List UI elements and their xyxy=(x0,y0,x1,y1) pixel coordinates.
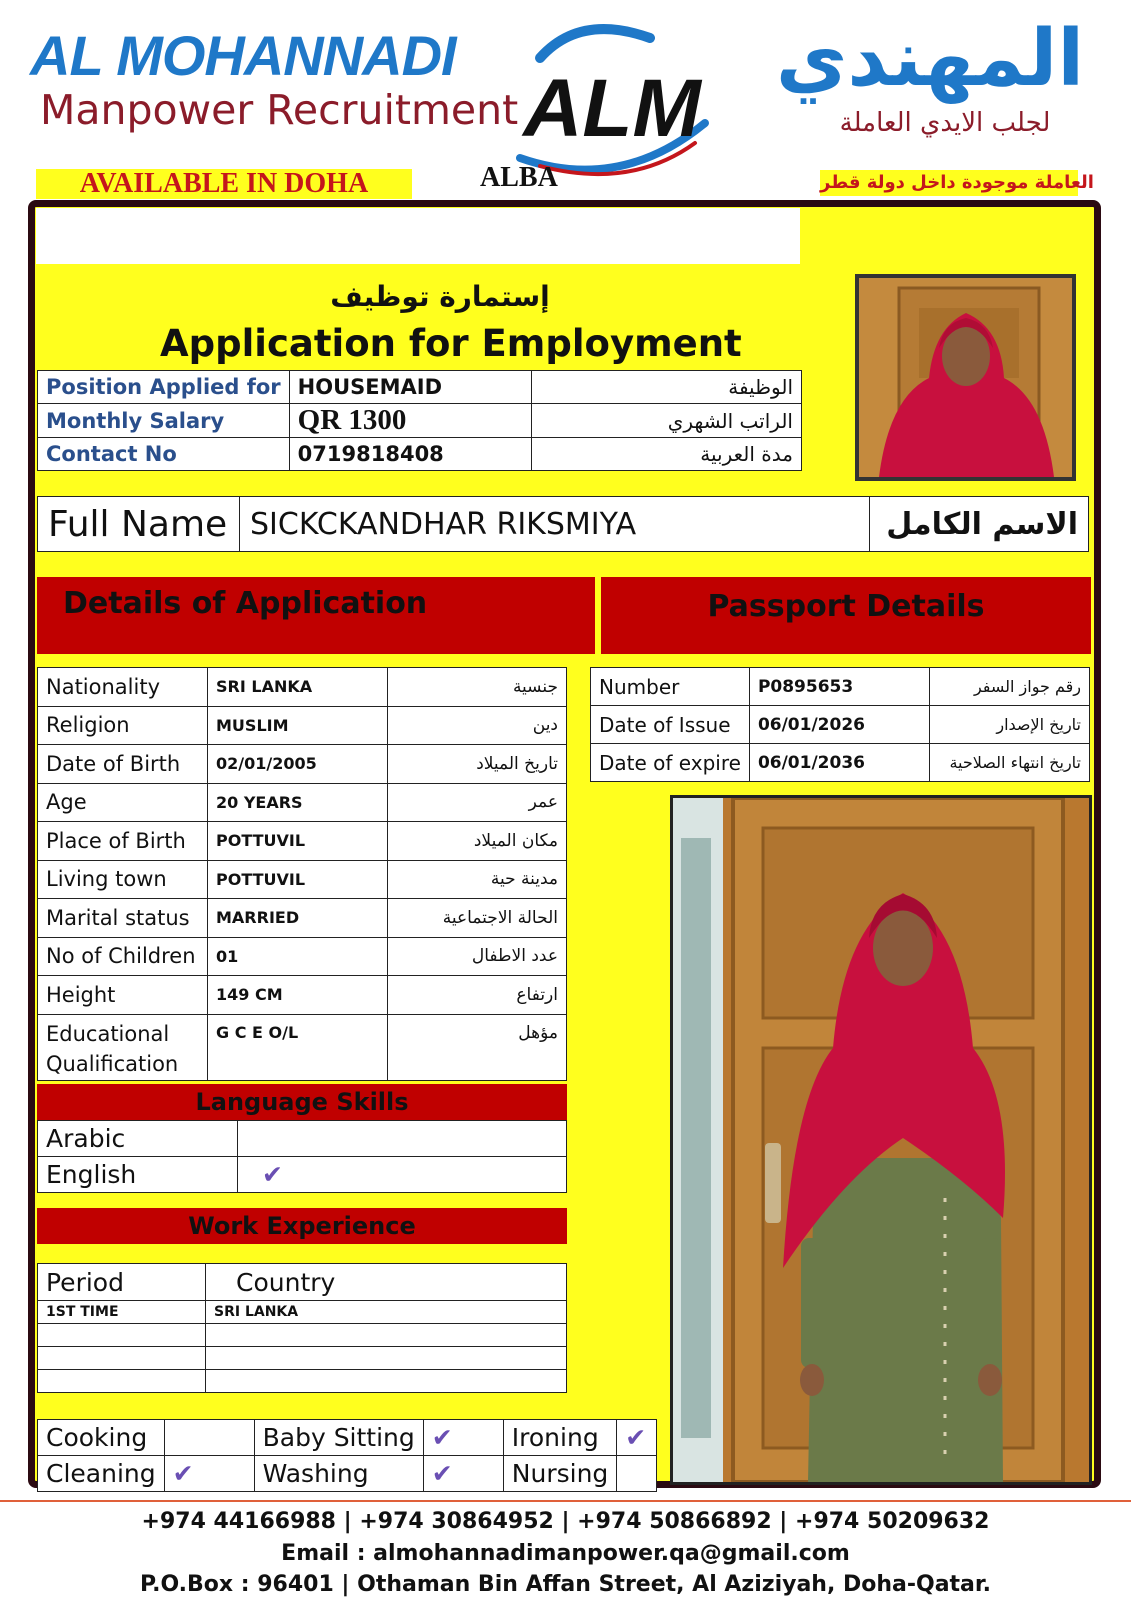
table-row xyxy=(591,744,1090,782)
nationality-label-ar: جنسية xyxy=(388,668,567,707)
table-row xyxy=(38,668,567,707)
marital-status-label-ar: الحالة الاجتماعية xyxy=(388,899,567,938)
footer-address: P.O.Box : 96401 | Othaman Bin Affan Street, Al Aziziyah, Doha-Qatar. xyxy=(140,1572,991,1597)
period-header: Period xyxy=(38,1264,206,1301)
living-town-label: Living town xyxy=(38,860,208,899)
table-row xyxy=(38,1370,567,1393)
empty-cell xyxy=(38,1324,206,1347)
height-label-ar: ارتفاع xyxy=(388,976,567,1015)
education-value: G C E O/L xyxy=(208,1014,388,1080)
work-table xyxy=(37,1263,567,1393)
table-row xyxy=(38,438,802,471)
skill-washing-label: Washing xyxy=(254,1456,423,1492)
living-town-value: POTTUVIL xyxy=(208,860,388,899)
skills-table xyxy=(37,1419,657,1492)
alm-logo-text: ALM xyxy=(523,63,701,154)
religion-label-ar: دين xyxy=(388,706,567,745)
table-row xyxy=(38,976,567,1015)
table-row xyxy=(38,1324,567,1347)
agency-code: ALBA xyxy=(480,162,558,193)
table-row xyxy=(38,745,567,784)
passport-table xyxy=(590,667,1090,782)
language-arabic-check xyxy=(238,1121,567,1157)
religion-label: Religion xyxy=(38,706,208,745)
position-value: HOUSEMAID xyxy=(289,371,531,404)
footer-phones: +974 44166988 | +974 30864952 | +974 50866892 | +974 50209632 xyxy=(141,1509,990,1534)
salary-value: QR 1300 xyxy=(289,404,531,438)
children-value: 01 xyxy=(208,937,388,976)
contact-label-ar: مدة العربية xyxy=(531,438,801,471)
table-row xyxy=(38,1301,567,1324)
age-label-ar: عمر xyxy=(388,783,567,822)
language-section-header: Language Skills xyxy=(37,1084,567,1120)
marital-status-value: MARRIED xyxy=(208,899,388,938)
table-row xyxy=(38,860,567,899)
children-label-ar: عدد الاطفال xyxy=(388,937,567,976)
empty-cell xyxy=(206,1324,567,1347)
nationality-value: SRI LANKA xyxy=(208,668,388,707)
brand-name-en: AL MOHANNADI xyxy=(30,24,456,87)
work-country-cell: SRI LANKA xyxy=(206,1301,567,1324)
summary-table xyxy=(37,370,802,471)
skill-nursing-check xyxy=(617,1456,657,1492)
table-row xyxy=(38,1420,657,1456)
table-row xyxy=(38,783,567,822)
table-row xyxy=(38,497,1089,552)
salary-label: Monthly Salary xyxy=(38,404,290,438)
age-label: Age xyxy=(38,783,208,822)
brand-subtitle-en: Manpower Recruitment xyxy=(40,86,519,134)
alm-logo xyxy=(500,18,730,178)
language-arabic-label: Arabic xyxy=(38,1121,238,1157)
form-title: Application for Employment xyxy=(160,322,742,365)
issue-date-label-ar: تاريخ الإصدار xyxy=(929,706,1089,744)
table-row xyxy=(591,706,1090,744)
details-table xyxy=(37,667,567,1081)
table-row xyxy=(38,1264,567,1301)
full-name-table xyxy=(37,496,1089,552)
marital-status-label: Marital status xyxy=(38,899,208,938)
issue-date-label: Date of Issue xyxy=(591,706,750,744)
full-name-label-ar: الاسم الكامل xyxy=(870,497,1089,552)
position-label-ar: الوظيفة xyxy=(531,371,801,404)
table-row xyxy=(38,1347,567,1370)
skill-washing-check: ✔ xyxy=(423,1456,503,1492)
dob-label: Date of Birth xyxy=(38,745,208,784)
contact-label: Contact No xyxy=(38,438,290,471)
table-row xyxy=(38,404,802,438)
details-section-header: Details of Application xyxy=(37,577,595,654)
empty-cell xyxy=(38,1370,206,1393)
table-row xyxy=(38,937,567,976)
skill-baby-sitting-check: ✔ xyxy=(423,1420,503,1456)
religion-value: MUSLIM xyxy=(208,706,388,745)
blank-banner xyxy=(36,208,800,264)
available-banner-ar: العاملة موجودة داخل دولة قطر xyxy=(820,170,1078,196)
dob-label-ar: تاريخ الميلاد xyxy=(388,745,567,784)
work-period-cell: 1ST TIME xyxy=(38,1301,206,1324)
issue-date-value: 06/01/2026 xyxy=(749,706,929,744)
expire-date-label-ar: تاريخ انتهاء الصلاحية xyxy=(929,744,1089,782)
table-row xyxy=(38,1456,657,1492)
contact-value: 0719818408 xyxy=(289,438,531,471)
language-english-label: English xyxy=(38,1157,238,1193)
education-label: Educational Qualification xyxy=(38,1014,208,1080)
empty-cell xyxy=(38,1347,206,1370)
table-row xyxy=(38,371,802,404)
skill-cooking-label: Cooking xyxy=(38,1420,165,1456)
passport-number-label: Number xyxy=(591,668,750,706)
table-row xyxy=(38,1121,567,1157)
brand-subtitle-ar: لجلب الايدي العاملة xyxy=(839,108,1051,138)
table-row xyxy=(38,706,567,745)
skill-nursing-label: Nursing xyxy=(503,1456,617,1492)
skill-cleaning-check: ✔ xyxy=(164,1456,254,1492)
place-of-birth-value: POTTUVIL xyxy=(208,822,388,861)
table-row xyxy=(38,899,567,938)
language-table xyxy=(37,1120,567,1193)
skill-ironing-label: Ironing xyxy=(503,1420,617,1456)
passport-number-label-ar: رقم جواز السفر xyxy=(929,668,1089,706)
table-row xyxy=(38,822,567,861)
full-length-photo xyxy=(670,795,1092,1485)
expire-date-label: Date of expire xyxy=(591,744,750,782)
skill-cleaning-label: Cleaning xyxy=(38,1456,165,1492)
form-title-ar: إستمارة توظيف xyxy=(330,280,550,313)
expire-date-value: 06/01/2036 xyxy=(749,744,929,782)
nationality-label: Nationality xyxy=(38,668,208,707)
footer-divider xyxy=(0,1500,1131,1502)
table-row xyxy=(38,1014,567,1080)
country-header: Country xyxy=(206,1264,567,1301)
work-section-header: Work Experience xyxy=(37,1208,567,1244)
passport-number-value: P0895653 xyxy=(749,668,929,706)
skill-ironing-check: ✔ xyxy=(617,1420,657,1456)
skill-baby-sitting-label: Baby Sitting xyxy=(254,1420,423,1456)
salary-label-ar: الراتب الشهري xyxy=(531,404,801,438)
passport-section-header: Passport Details xyxy=(601,577,1091,654)
height-value: 149 CM xyxy=(208,976,388,1015)
empty-cell xyxy=(206,1370,567,1393)
portrait-photo xyxy=(855,274,1076,481)
place-of-birth-label: Place of Birth xyxy=(38,822,208,861)
language-english-check: ✔ xyxy=(238,1157,567,1193)
full-name-label: Full Name xyxy=(38,497,240,552)
living-town-label-ar: مدينة حية xyxy=(388,860,567,899)
place-of-birth-label-ar: مكان الميلاد xyxy=(388,822,567,861)
available-banner: AVAILABLE IN DOHA xyxy=(36,169,412,199)
skill-cooking-check xyxy=(164,1420,254,1456)
full-name-value: SICKCKANDHAR RIKSMIYA xyxy=(240,497,870,552)
children-label: No of Children xyxy=(38,937,208,976)
dob-value: 02/01/2005 xyxy=(208,745,388,784)
table-row xyxy=(38,1157,567,1193)
brand-name-ar: المهندي xyxy=(775,14,1085,104)
table-row xyxy=(591,668,1090,706)
education-label-ar: مؤهل xyxy=(388,1014,567,1080)
empty-cell xyxy=(206,1347,567,1370)
footer-email: Email : almohannadimanpower.qa@gmail.com xyxy=(281,1541,850,1566)
height-label: Height xyxy=(38,976,208,1015)
position-label: Position Applied for xyxy=(38,371,290,404)
age-value: 20 YEARS xyxy=(208,783,388,822)
